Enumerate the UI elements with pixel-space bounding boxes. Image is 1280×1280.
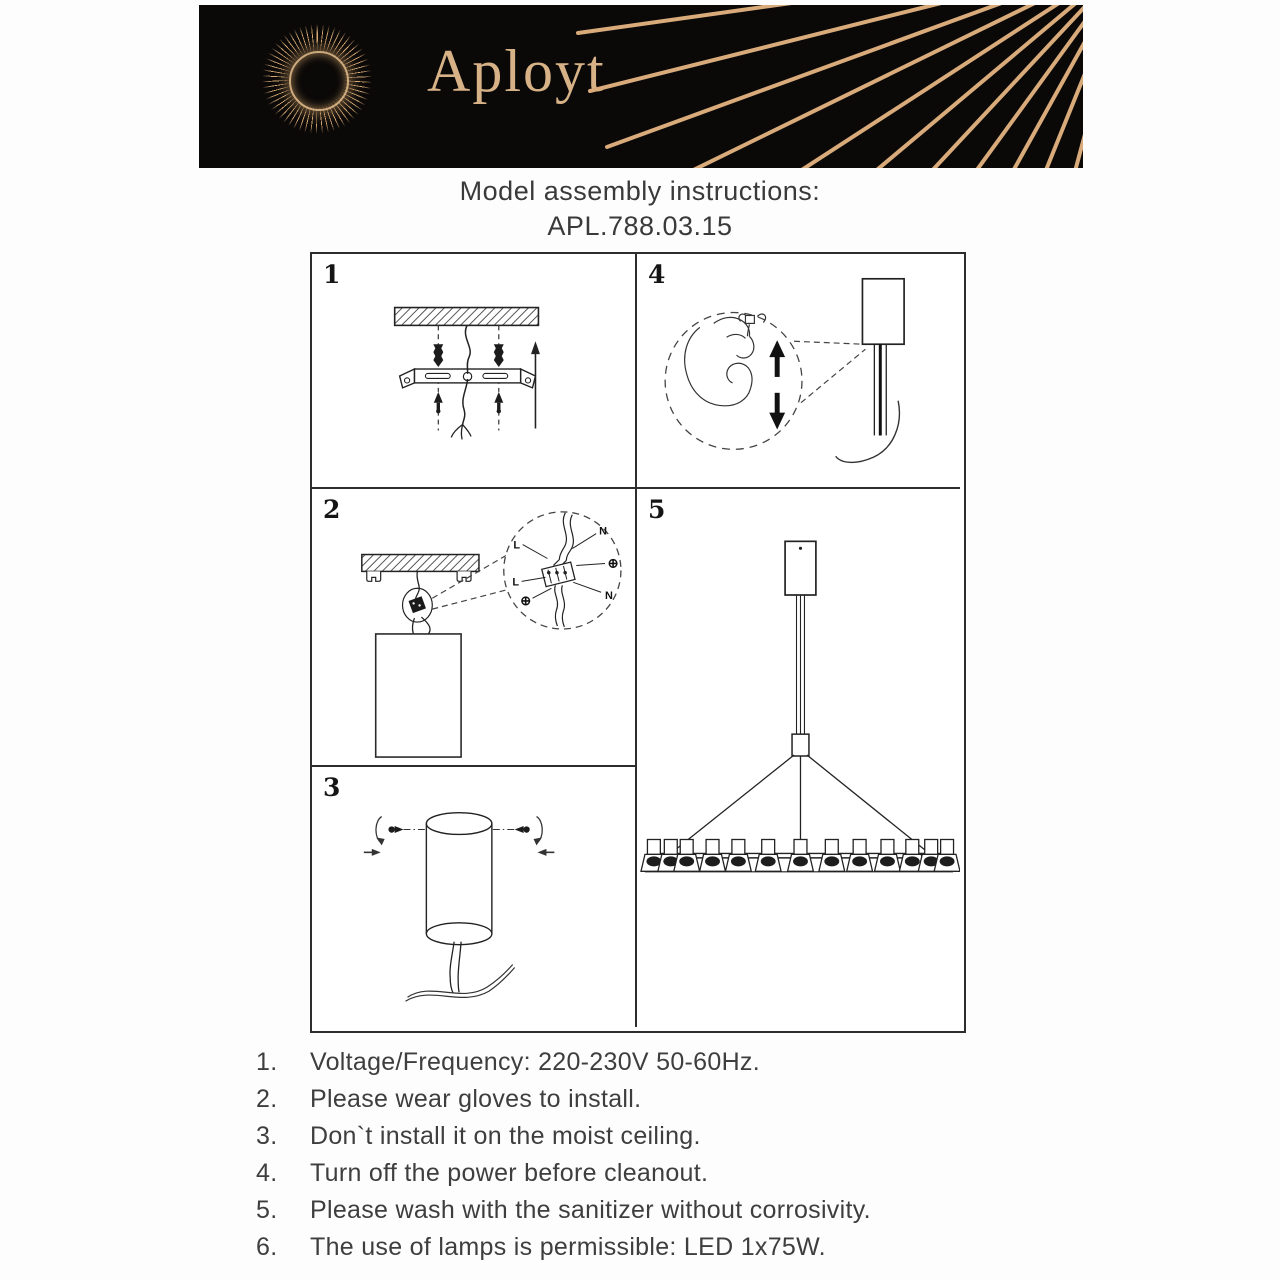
list-item [256,1192,1016,1229]
step-3-illustration [312,767,635,1027]
list-item-text: The use of lamps is permissible: LED 1x75W. [310,1233,826,1261]
step-2-number: 2 [323,495,341,524]
wire-label-l2: L [512,576,520,589]
step-3-number: 3 [323,773,341,802]
list-item [256,1118,1016,1155]
step-4-panel [637,254,960,487]
list-item [256,1229,1016,1266]
step-2-illustration [312,489,635,765]
sunburst-logo-icon [245,7,389,151]
list-item-number: 1. [256,1048,278,1076]
list-item-text: Don`t install it on the moist ceiling. [310,1122,701,1150]
list-item-number: 6. [256,1233,278,1261]
wire-label-n2: N [605,590,613,603]
list-item [256,1155,1016,1192]
step-4-number: 4 [648,260,666,289]
assembly-steps-grid [310,252,966,1033]
wire-label-n1: N [599,525,608,538]
step-3-panel [312,767,635,1027]
list-item-number: 3. [256,1122,278,1150]
step-1-number: 1 [323,260,341,289]
step-5-panel [637,489,960,1027]
step-1-panel [312,254,635,487]
model-number: APL.788.03.15 [547,211,733,241]
list-item-text: Please wear gloves to install. [310,1085,642,1113]
ray-fan-decoration-icon [523,5,1083,168]
wire-label-l1: L [513,539,521,552]
step-4-illustration [637,254,960,487]
step-1-illustration [312,254,635,487]
list-item-number: 2. [256,1085,278,1113]
list-item-number: 4. [256,1159,278,1187]
list-item-number: 5. [256,1196,278,1224]
list-item [256,1081,1016,1118]
list-item-text: Please wash with the sanitizer without corrosivity. [310,1196,871,1224]
step-5-illustration [637,489,960,1027]
sunburst-ring [289,51,349,111]
list-item-text: Voltage/Frequency: 220-230V 50-60Hz. [310,1048,760,1076]
brand-banner [199,5,1083,168]
step-2-panel [312,489,635,765]
brand-name: Aployt [427,38,606,104]
ground-symbol-1: ⊕ [607,555,619,571]
step-5-number: 5 [648,495,666,524]
instruction-list [256,1044,1016,1266]
list-item [256,1044,1016,1081]
page-title: Model assembly instructions: [459,176,821,206]
ground-symbol-2: ⊕ [520,593,532,609]
list-item-text: Turn off the power before cleanout. [310,1159,709,1187]
